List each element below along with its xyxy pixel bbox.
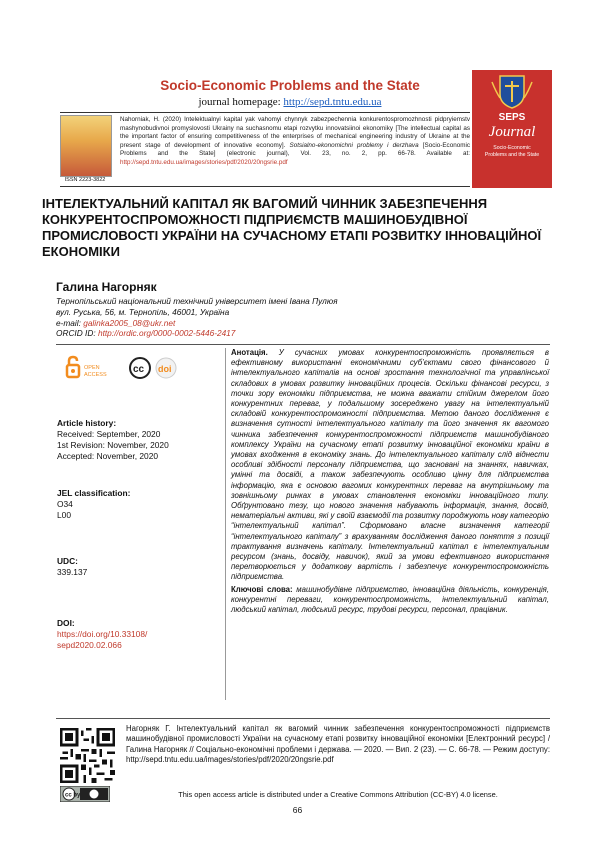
cc-badge-text: cc by	[65, 792, 81, 799]
homepage-link[interactable]: http://sepd.tntu.edu.ua	[283, 96, 382, 108]
author-name: Галина Нагорняк	[56, 280, 157, 294]
jel-label: JEL classification:	[57, 488, 131, 498]
citation-block	[120, 116, 470, 168]
address: вул. Руська, 56, м. Тернопіль, 46001, Україна	[56, 306, 230, 317]
doi-block	[57, 618, 217, 651]
abstract-text: У сучасних умовах конкурентоспроможність проявляється в ефективному використанні економічними суб’єктами свого фінансового й інтелектуального капіталів на основі зростання технологічної та управлінської складових в умовах розвитку інноваційних процесів. Оскільки фінансові ресурси, з точки зору економіки підприємства, не можна вважати стійким джерелом його конкурентних переваг, у подальшому зосереджено увагу на інтелектуальній складовій конкурентоспроможності підприємства. Метою даного дослідження є визначення сутності інтелектуального капіталу та його значення як вагомого чинника забезпечення конкурентоспроможності підприємств машинобудівного комплексу України на сучасному етапі розвитку інноваційної економіки країни в умовах входження в економіку знань. До інтелектуального капіталу слід віднести особливі здібності персоналу підприємства, що засновані на знаннях, навичках, умінні та досвіді, а також забезпечують особливо цінну для підприємства інформацію, яка є основою вагомих конкурентних переваг на внутрішньому та зовнішньому ринках в умовах становлення економіки інноваційного типу. Обґрунтовано тезу, що нового значення набувають інформація, знання, досвід, нематеріальні активи, які у своїй взаємодії та розвитку породжують нову категорію “інтелектуальний капітал”. Сформовано власне визначення категорії “інтелектуального капіталу” з врахуванням дослідження даного поняття з позиції трактування визначень капіталу. Інтелектуальний капітал є інтелектуальним ресурсом (знань, досвіду, навичок), який за умови ефективного використання перетворюється у додаткову вартість і забезпечує конкурентоспроможність підприємства.	[231, 348, 549, 582]
doi-label: DOI:	[57, 618, 75, 628]
seps-subtitle	[472, 145, 552, 158]
doi-icon[interactable]	[156, 358, 176, 378]
article-title: ІНТЕЛЕКТУАЛЬНИЙ КАПІТАЛ ЯК ВАГОМИЙ ЧИННИК ЗАБЕЗПЕЧЕННЯ КОНКУРЕНТОСПРОМОЖНОСТІ ПІДПРИЄМСТВ МАШИНОБУДІВНОЇ ПРОМИСЛОВОСТІ УКРАЇНИ НА СУЧАСНОМУ ЕТАПІ РОЗВИТКУ ІННОВАЦІЙНОЇ ЕКОНОМІКИ	[42, 196, 542, 259]
citation-rest: [Socio-Economic Problems and the State] (electronic journal), Vol. 23, no. 2, pp. 66-78. Available at:	[120, 141, 470, 158]
badges	[60, 355, 190, 385]
citation-divider	[60, 186, 470, 187]
homepage-label: journal homepage:	[198, 96, 284, 108]
seps-subtitle-2: Problems and the State	[484, 151, 540, 158]
orcid-line	[56, 328, 456, 339]
jel-classification	[57, 488, 217, 521]
issn: ISSN 2223-3822	[64, 177, 106, 183]
accepted-date: Accepted: November, 2020	[57, 451, 159, 461]
journal-homepage	[150, 96, 430, 108]
open-access-icon[interactable]	[67, 357, 107, 378]
revision-date: 1st Revision: November, 2020	[57, 440, 169, 450]
license-notice: This open access article is distributed under a Creative Commons Attribution (CC-BY) 4.0 license.	[178, 790, 498, 799]
email-label: e-mail:	[56, 317, 84, 328]
udc-code: 339.137	[57, 567, 88, 577]
abstract-label: Анотація.	[231, 348, 268, 357]
author-affiliation	[56, 296, 456, 339]
keywords-text: машинобудівне підприємство, інноваційна діяльність, конкуренція, конкурентні переваги, конкурентоспроможність, інтелектуальний капітал, людський капітал, людський ресурс, трудові ресурси, персонал, працівник.	[231, 584, 550, 615]
citation-journal: Sotsialno-ekonomichni problemy i derzhava	[289, 141, 419, 149]
seps-abbr: SEPS	[498, 112, 526, 123]
access-label: ACCESS	[84, 372, 107, 378]
journal-title: Socio-Economic Problems and the State	[160, 78, 420, 93]
column-divider	[225, 348, 226, 700]
abstract	[231, 348, 549, 615]
article-history	[57, 418, 217, 462]
email-link[interactable]: galinka2005_08@ukr.net	[83, 317, 176, 328]
email-line	[56, 318, 456, 329]
footer-divider	[56, 718, 550, 719]
citation-text: Nahorniak, H. (2020) Intelektualnyi kapital yak vahomyi chynnyk zabezpechennia konkurentospromozhnosti pidpryiemstv mashynobudivnoi promyslovosti Ukrainy na suchasnomu etapi rozvytku innovatsiinoi ekonomiky [The intellectual capital as the important factor of ensuring competitiveness of the enterprises of mechanical engineering industry of Ukraine at the present stage of development of innovative economy].	[120, 116, 470, 149]
jel-code-1: O34	[57, 499, 73, 509]
cc-by-license-icon[interactable]	[60, 786, 110, 802]
qr-code-icon	[60, 728, 115, 783]
history-label: Article history:	[57, 418, 117, 428]
udc-block	[57, 556, 217, 578]
page-number: 66	[292, 805, 303, 815]
doi-link-line2[interactable]: sepd2020.02.066	[57, 640, 122, 650]
affiliation: Тернопільський національний технічний університет імені Івана Пулюя	[56, 296, 338, 306]
coat-of-arms-icon	[488, 72, 536, 110]
keywords-label: Ключові слова:	[231, 584, 293, 594]
doi-text: doi	[158, 364, 172, 374]
seps-journal-word: Journal	[488, 124, 536, 140]
citation-url[interactable]: http://sepd.tntu.edu.ua/images/stories/pdf/2020/20ngsrie.pdf	[120, 158, 288, 166]
ukrainian-citation: Нагорняк Г. Інтелектуальний капітал як вагомий чинник забезпечення конкурентоспроможності підприємств машинобудівної промисловості України на сучасному етапі розвитку інноваційної економіки [Електронний ресурс] / Галина Нагорняк // Соціально-економічні проблеми і держава. — 2020. — Вип. 2 (23). — С. 66-78. — Режим доступу: http://sepd.tntu.edu.ua/images/stories/pdf/2020/20ngsrie.pdf	[126, 724, 550, 765]
keywords	[231, 585, 549, 616]
received-date: Received: September, 2020	[57, 429, 161, 439]
section-divider	[56, 344, 550, 345]
udc-label: UDC:	[57, 556, 78, 566]
journal-cover-image	[60, 115, 112, 177]
cc-text: cc	[133, 364, 145, 375]
orcid-link[interactable]: http://ordic.org/0000-0002-5446-2417	[97, 328, 236, 339]
doi-link-line1[interactable]: https://doi.org/10.33108/	[57, 629, 148, 639]
header-divider	[60, 112, 470, 113]
orcid-label: ORCID ID:	[56, 328, 98, 339]
creative-commons-icon[interactable]	[130, 358, 150, 378]
jel-code-2: L00	[57, 510, 71, 520]
seps-subtitle-1: Socio-Economic	[493, 145, 531, 151]
open-label: OPEN	[84, 365, 100, 371]
